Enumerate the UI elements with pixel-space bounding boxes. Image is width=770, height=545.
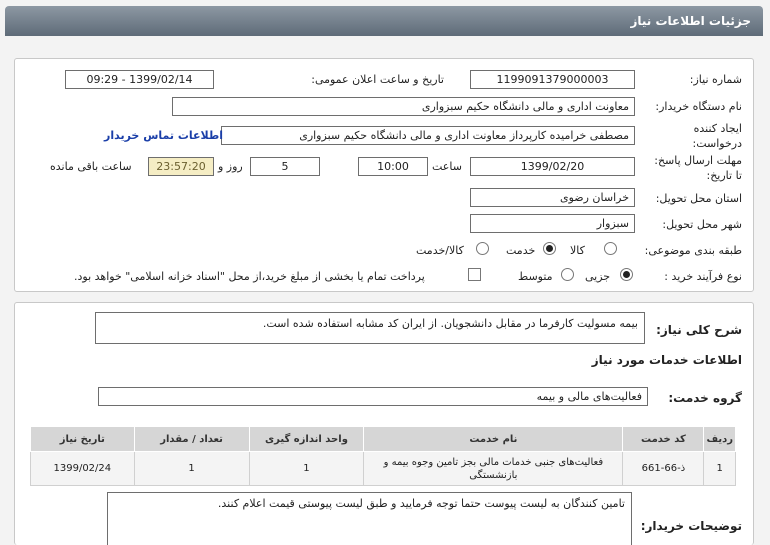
col-quantity: تعداد / مقدار	[134, 427, 249, 452]
process-option-medium: متوسط	[518, 270, 553, 283]
announce-label: تاریخ و ساعت اعلان عمومی:	[311, 73, 444, 86]
page-header	[5, 6, 763, 36]
process-radio-medium[interactable]	[561, 268, 574, 281]
remaining-time-field: 23:57:20	[148, 157, 214, 176]
need-number-label: شماره نیاز:	[689, 73, 742, 86]
buyer-org-label: نام دستگاه خریدار:	[655, 100, 742, 113]
requester-label-line2: درخواست:	[692, 137, 742, 150]
remaining-days-field: 5	[250, 157, 320, 176]
category-radio-goods-service[interactable]	[476, 242, 489, 255]
summary-field: بیمه مسولیت کارفرما در مقابل دانشجویان. از ایران کد مشابه استفاده شده است.	[95, 312, 645, 344]
buyer-contact-link[interactable]: اطلاعات تماس خریدار	[104, 129, 224, 142]
treasury-payment-note: پرداخت تمام یا بخشی از مبلغ خرید،از محل "اسناد خزانه اسلامی" خواهد بود.	[74, 270, 425, 283]
services-section-title: اطلاعات خدمات مورد نیاز	[591, 353, 742, 367]
city-field: سبزوار	[470, 214, 635, 233]
requester-field: مصطفی خرامیده کارپرداز معاونت اداری و مالی دانشگاه حکیم سبزواری	[221, 126, 635, 145]
cell-quantity: 1	[134, 452, 249, 486]
services-table-header	[31, 427, 736, 452]
col-service-name: نام خدمت	[364, 427, 623, 452]
buyer-notes-label: توضیحات خریدار:	[640, 519, 742, 533]
need-number-field: 1199091379000003	[470, 70, 635, 89]
service-group-label: گروه خدمت:	[668, 391, 742, 405]
col-unit: واحد اندازه گیری	[249, 427, 364, 452]
province-field: خراسان رضوی	[470, 188, 635, 207]
deadline-time-label: ساعت	[432, 160, 462, 173]
process-label: نوع فرآیند خرید :	[664, 270, 742, 283]
summary-label: شرح کلی نیاز:	[656, 323, 742, 337]
cell-need-date: 1399/02/24	[31, 452, 135, 486]
category-label: طبقه بندی موضوعی:	[644, 244, 742, 257]
services-table	[30, 426, 736, 486]
cell-row: 1	[704, 452, 736, 486]
cell-unit: 1	[249, 452, 364, 486]
category-radio-goods[interactable]	[604, 242, 617, 255]
city-label: شهر محل تحویل:	[662, 218, 742, 231]
deadline-label-line2: تا تاریخ:	[706, 169, 742, 182]
buyer-notes-field: تامین کنندگان به لیست پیوست حتما توجه فرمایید و طبق لیست پیوستی قیمت اعلام کنند.	[107, 492, 632, 545]
buyer-org-field: معاونت اداری و مالی دانشگاه حکیم سبزواری	[172, 97, 635, 116]
cell-service-name: فعالیت‌های جنبی خدمات مالی بجز تامین وجوه بیمه و بازنشستگی	[364, 452, 623, 486]
deadline-time-field: 10:00	[358, 157, 428, 176]
category-option-goods-service: کالا/خدمت	[416, 244, 464, 257]
treasury-payment-checkbox[interactable]	[468, 268, 481, 281]
category-option-goods: کالا	[570, 244, 585, 257]
province-label: استان محل تحویل:	[655, 192, 742, 205]
cell-service-code: ذ-66-661	[623, 452, 704, 486]
process-radio-minor[interactable]	[620, 268, 633, 281]
remaining-time-label: ساعت باقی مانده	[50, 160, 132, 173]
announce-field: 1399/02/14 - 09:29	[65, 70, 214, 89]
deadline-date-field: 1399/02/20	[470, 157, 635, 176]
remaining-days-label: روز و	[218, 160, 243, 173]
service-group-field: فعالیت‌های مالی و بیمه	[98, 387, 648, 406]
requester-label-line1: ایجاد کننده	[693, 122, 742, 135]
col-need-date: تاریخ نیاز	[31, 427, 135, 452]
category-option-service: خدمت	[506, 244, 536, 257]
table-row	[31, 452, 736, 486]
category-radio-service[interactable]	[543, 242, 556, 255]
page-title: جزئیات اطلاعات نیاز	[630, 14, 751, 28]
deadline-label-line1: مهلت ارسال پاسخ:	[654, 154, 742, 167]
col-row: ردیف	[704, 427, 736, 452]
process-option-minor: جزیی	[585, 270, 611, 283]
col-service-code: کد خدمت	[623, 427, 704, 452]
